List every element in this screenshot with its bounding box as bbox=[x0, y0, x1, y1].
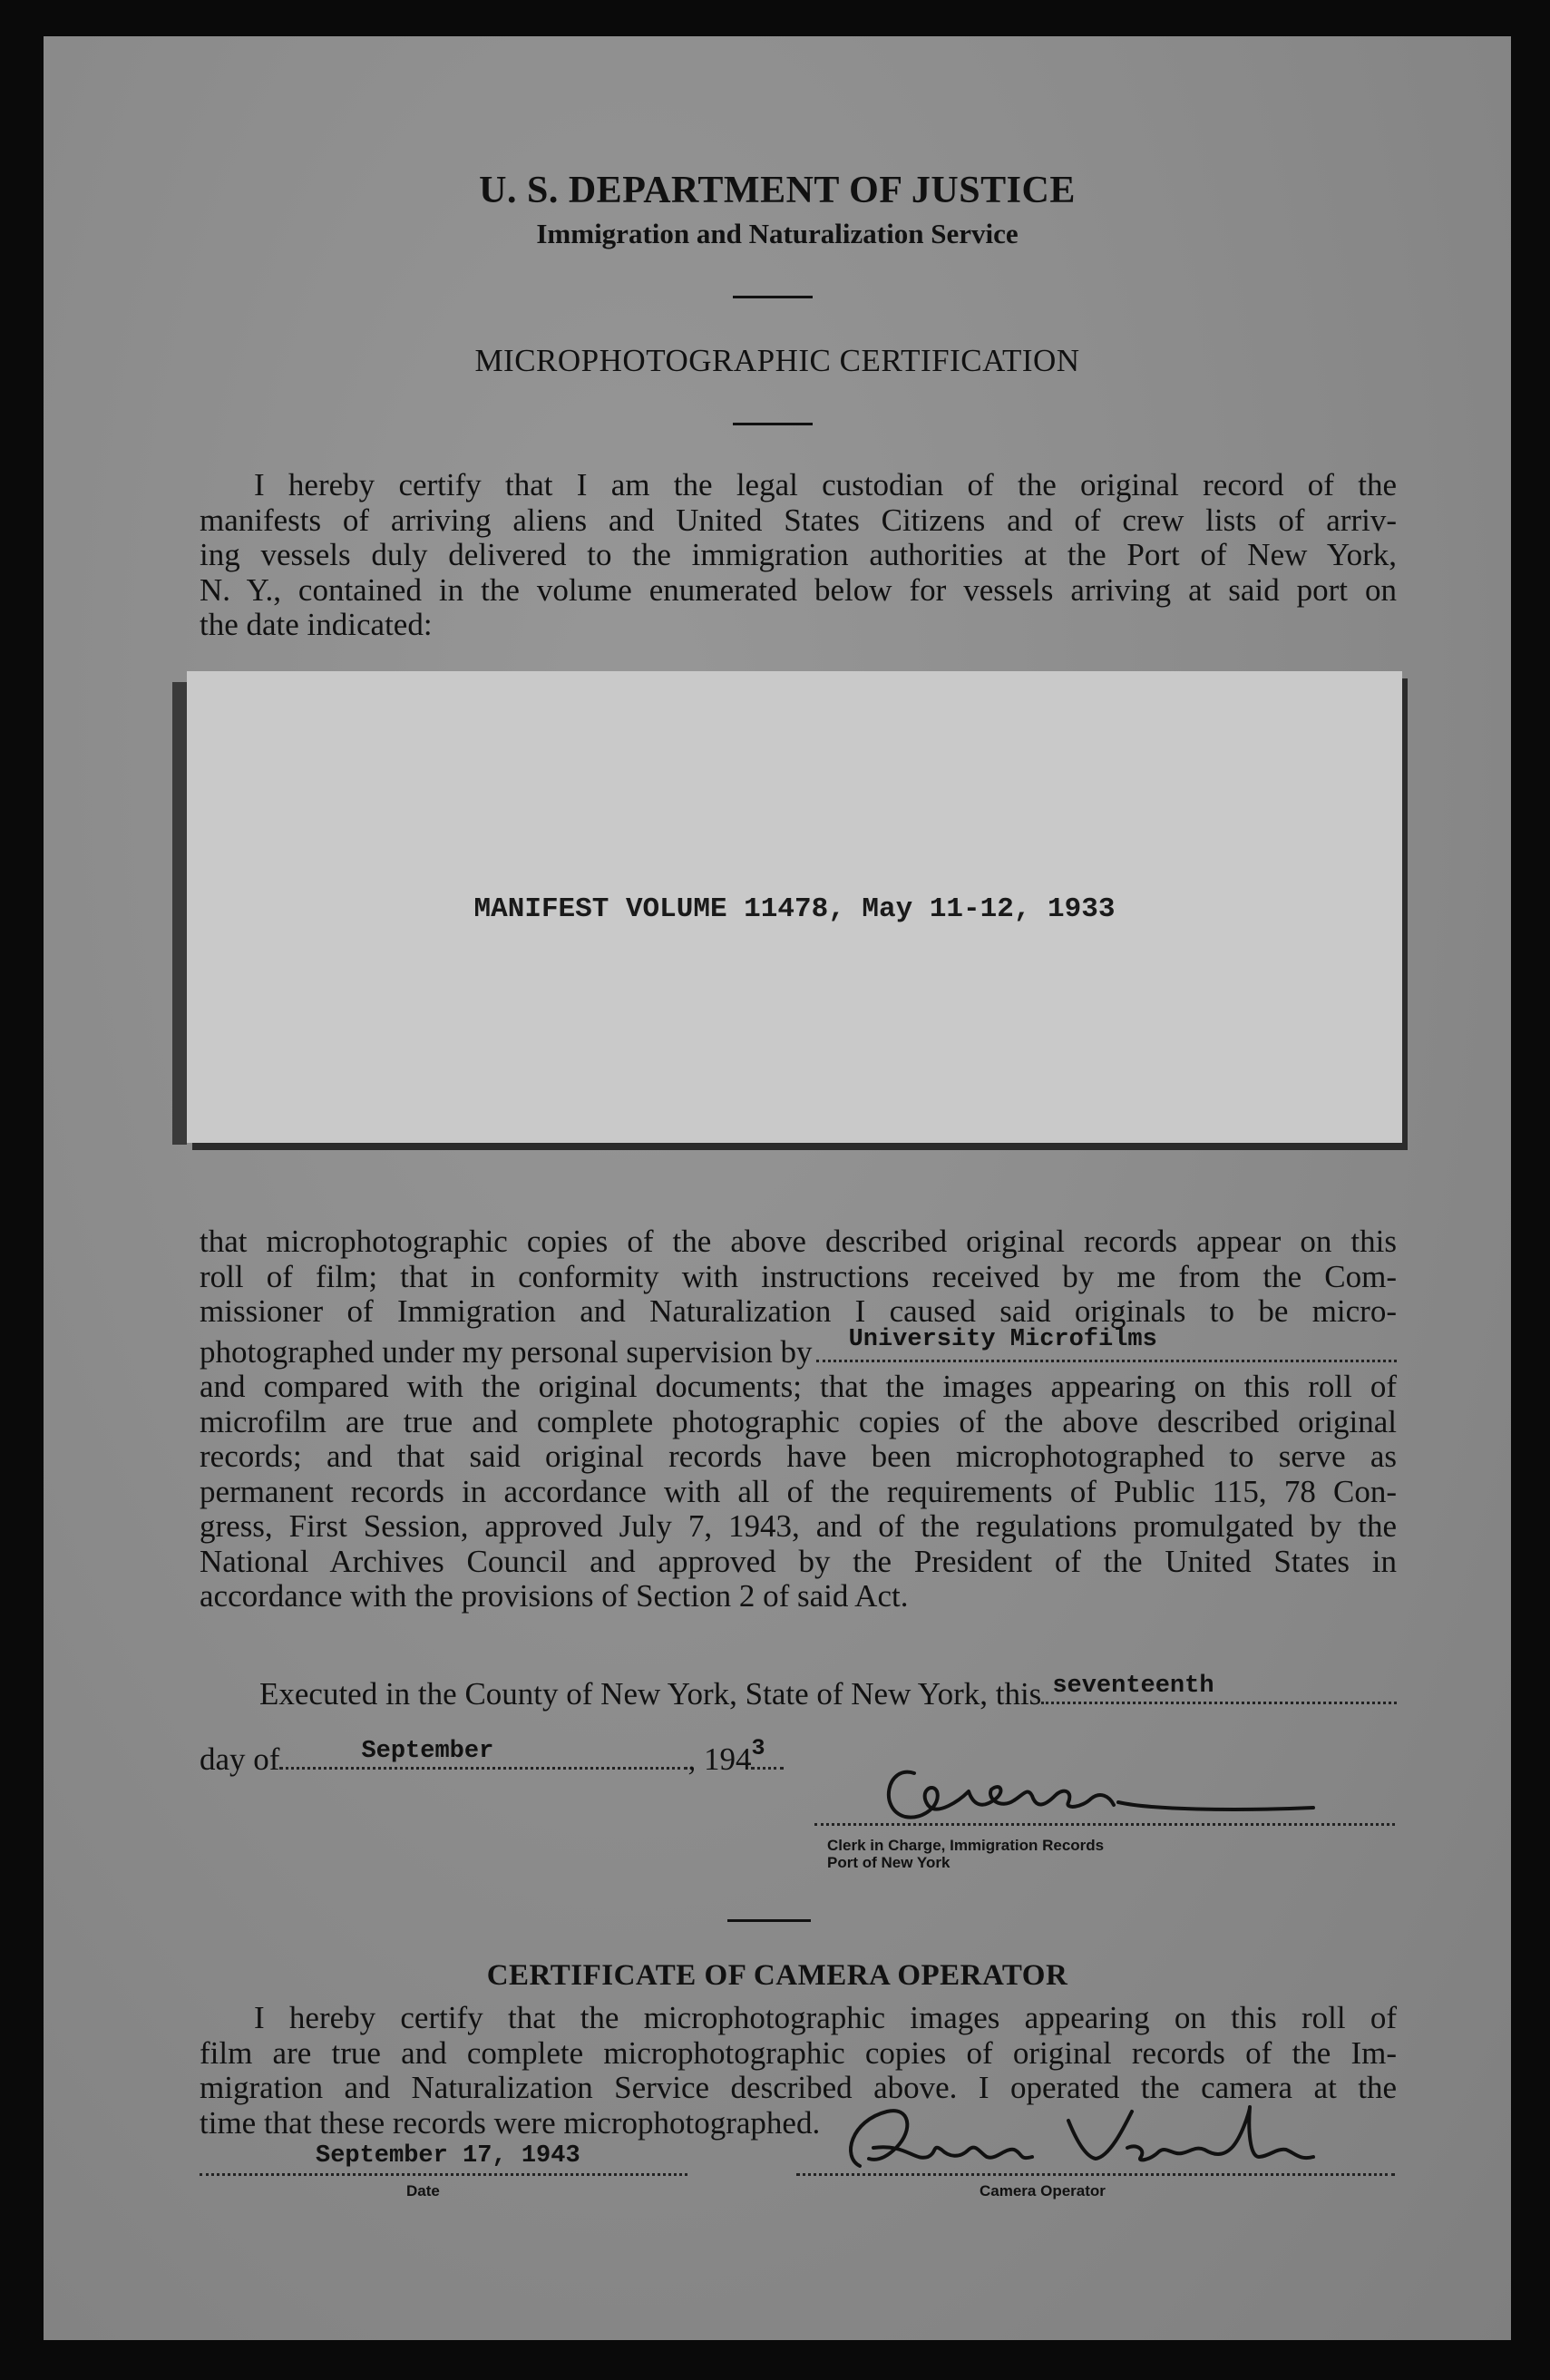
intro-paragraph bbox=[200, 468, 1397, 643]
supervision-line bbox=[200, 1326, 1397, 1370]
card-shadow bbox=[172, 682, 187, 1145]
microfilmer-value: University Microfilms bbox=[848, 1326, 1157, 1353]
body-line: records; and that said original records have been microphotographed to serve as bbox=[200, 1439, 1397, 1474]
intro-line: ing vessels duly delivered to the immigration authorities at the Port of New York, bbox=[200, 537, 1397, 572]
header-divider-1 bbox=[733, 296, 813, 298]
body-paragraph bbox=[200, 1224, 1397, 1614]
intro-line: I hereby certify that I am the legal custodian of the original record of the bbox=[254, 467, 1397, 502]
operator-divider bbox=[727, 1919, 811, 1922]
intro-line: N. Y., contained in the volume enumerated below for vessels arriving at said port on bbox=[200, 571, 1397, 608]
clerk-title-line: Clerk in Charge, Immigration Records bbox=[827, 1837, 1105, 1854]
manifest-card bbox=[187, 671, 1402, 1143]
date-field-line bbox=[200, 2171, 687, 2176]
year-digit: 3 bbox=[751, 1735, 765, 1761]
camera-operator-label: Camera Operator bbox=[980, 2182, 1106, 2200]
microfilmer-field bbox=[816, 1326, 1397, 1362]
operator-line: I hereby certify that the microphotographic images appearing on this roll of bbox=[254, 2000, 1397, 2035]
body-line: roll of film; that in conformity with instructions received by me from the Com- bbox=[200, 1258, 1397, 1294]
header-divider-2 bbox=[733, 423, 813, 425]
certification-title: MICROPHOTOGRAPHIC CERTIFICATION bbox=[474, 343, 1080, 378]
body-line: missioner of Immigration and Naturalization I caused said originals to be micro- bbox=[200, 1293, 1397, 1329]
body-line: gress, First Session, approved July 7, 1943, and of the regulations promulgated by the bbox=[200, 1508, 1397, 1544]
executed-prefix: Executed in the County of New York, State of New York, this bbox=[259, 1676, 1042, 1712]
operator-signature-line bbox=[796, 2171, 1395, 2176]
date-label: Date bbox=[406, 2182, 440, 2200]
clerk-title bbox=[827, 1837, 1104, 1871]
body-line: National Archives Council and approved by the President of the United States in bbox=[200, 1543, 1397, 1579]
body-line: and compared with the original documents; that the images appearing on this roll of bbox=[200, 1369, 1397, 1404]
operator-signature bbox=[824, 2093, 1331, 2184]
operator-line: migration and Naturalization Service described above. I operated the camera at the bbox=[200, 2070, 1397, 2105]
manifest-volume-text: MANIFEST VOLUME 11478, May 11-12, 1933 bbox=[473, 893, 1116, 925]
body-line: microfilm are true and complete photographic copies of the above described original bbox=[200, 1403, 1397, 1439]
date-line bbox=[200, 1735, 889, 1778]
clerk-signature-line bbox=[814, 1821, 1395, 1826]
intro-line: the date indicated: bbox=[200, 607, 433, 642]
body-line: accordance with the provisions of Section 2 of said Act. bbox=[200, 1578, 909, 1614]
service-subheading: Immigration and Naturalization Service bbox=[536, 218, 1019, 249]
day-value: seventeenth bbox=[1052, 1673, 1214, 1700]
month-value: September bbox=[361, 1738, 494, 1765]
executed-line bbox=[259, 1673, 1397, 1712]
month-field bbox=[279, 1738, 687, 1770]
operator-date-value: September 17, 1943 bbox=[316, 2142, 580, 2170]
supervision-prefix: photographed under my personal supervision by bbox=[200, 1333, 813, 1370]
year-field bbox=[751, 1735, 784, 1770]
operator-line: time that these records were microphotographed. bbox=[200, 2104, 821, 2141]
operator-line: film are true and complete microphotographic copies of original records of the Im- bbox=[200, 2034, 1397, 2071]
day-field bbox=[1041, 1673, 1397, 1704]
year-prefix: , 194 bbox=[687, 1741, 752, 1777]
day-of-label: day of bbox=[200, 1741, 280, 1777]
certificate-sheet bbox=[44, 36, 1511, 2340]
body-line: permanent records in accordance with all of the requirements of Public 115, 78 Con- bbox=[200, 1473, 1397, 1509]
clerk-title-line: Port of New York bbox=[827, 1854, 950, 1871]
body-line: that microphotographic copies of the above described original records appear on this bbox=[200, 1224, 1397, 1259]
operator-certificate-title: CERTIFICATE OF CAMERA OPERATOR bbox=[486, 1959, 1068, 1992]
intro-line: manifests of arriving aliens and United States Citizens and of crew lists of arriv- bbox=[200, 502, 1397, 538]
department-heading: U. S. DEPARTMENT OF JUSTICE bbox=[479, 170, 1076, 211]
